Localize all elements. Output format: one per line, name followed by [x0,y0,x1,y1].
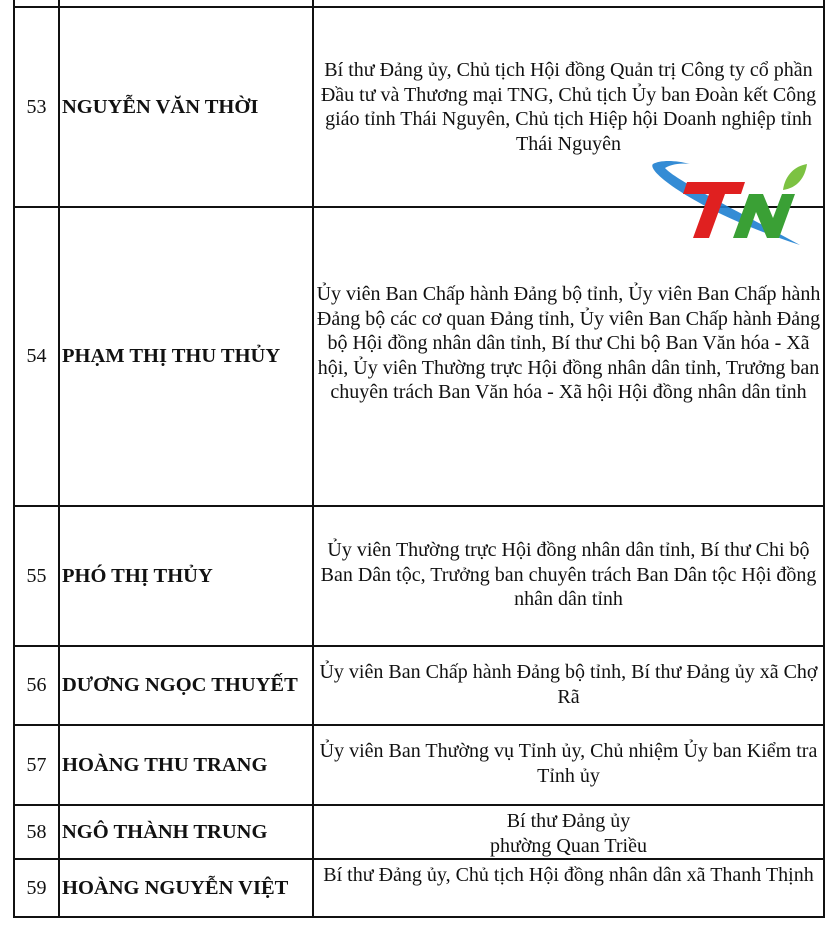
position-line-2: phường Quan Triều [490,834,647,857]
person-name: PHÓ THỊ THỦY [59,506,313,646]
position-description: Ủy viên Ban Thường vụ Tỉnh ủy, Chủ nhiệm Ủy ban Kiểm tra Tỉnh ủy [319,740,818,787]
person-name: PHẠM THỊ THU THỦY [59,207,313,506]
row-number: 55 [14,506,59,646]
row-number: 59 [14,859,59,917]
position-description: Ủy viên Ban Chấp hành Đảng bộ tỉnh, Ủy viên Ban Chấp hành Đảng bộ các cơ quan Đảng tỉnh, Ủy viên Ban Chấp hành Đảng bộ Hội đồng nhân dân tỉnh, Bí thư Chi bộ Ban Văn hóa - Xã hội, Ủy viên Thường trực Hội đồng nhân dân tỉnh, Trưởng ban chuyên trách Ban Văn hóa - Xã hội Hội đồng nhân dân tỉnh [316,283,821,403]
position-line-1: Bí thư Đảng ủy [506,810,631,832]
row-number: 57 [14,725,59,805]
person-name: HOÀNG THU TRANG [59,725,313,805]
position-description: Bí thư Đảng ủy, Chủ tịch Hội đồng Quản trị Công ty cổ phần Đầu tư và Thương mại TNG, Chủ tịch Ủy ban Đoàn kết Công giáo tỉnh Thái Nguyên, Chủ tịch Hiệp hội Doanh nghiệp tỉnh Thái Nguyên [320,59,817,155]
officials-table [13,0,825,918]
person-name: DƯƠNG NGỌC THUYẾT [59,646,313,725]
person-name: NGUYỄN VĂN THỜI [59,7,313,207]
position-description: Ủy viên Thường trực Hội đồng nhân dân tỉnh, Bí thư Chi bộ Ban Dân tộc, Trưởng ban chuyên trách Ban Dân tộc Hội đồng nhân dân tỉnh [320,539,817,610]
table-row [14,859,824,917]
row-number: 58 [14,805,59,859]
position-description: Bí thư Đảng ủy, Chủ tịch Hội đồng nhân dân xã Thanh Thịnh [323,864,814,886]
table-row [14,805,824,859]
row-number: 56 [14,646,59,725]
position-description: Ủy viên Ban Chấp hành Đảng bộ tỉnh, Bí thư Đảng ủy xã Chợ Rã [319,661,818,708]
table-row [14,646,824,725]
table-row [14,725,824,805]
table-row [14,207,824,506]
row-number: 54 [14,207,59,506]
tn-logo-watermark [645,160,810,250]
previous-row-stub [14,0,824,7]
row-number: 53 [14,7,59,207]
person-name: NGÔ THÀNH TRUNG [59,805,313,859]
table-row [14,506,824,646]
person-name: HOÀNG NGUYỄN VIỆT [59,859,313,917]
